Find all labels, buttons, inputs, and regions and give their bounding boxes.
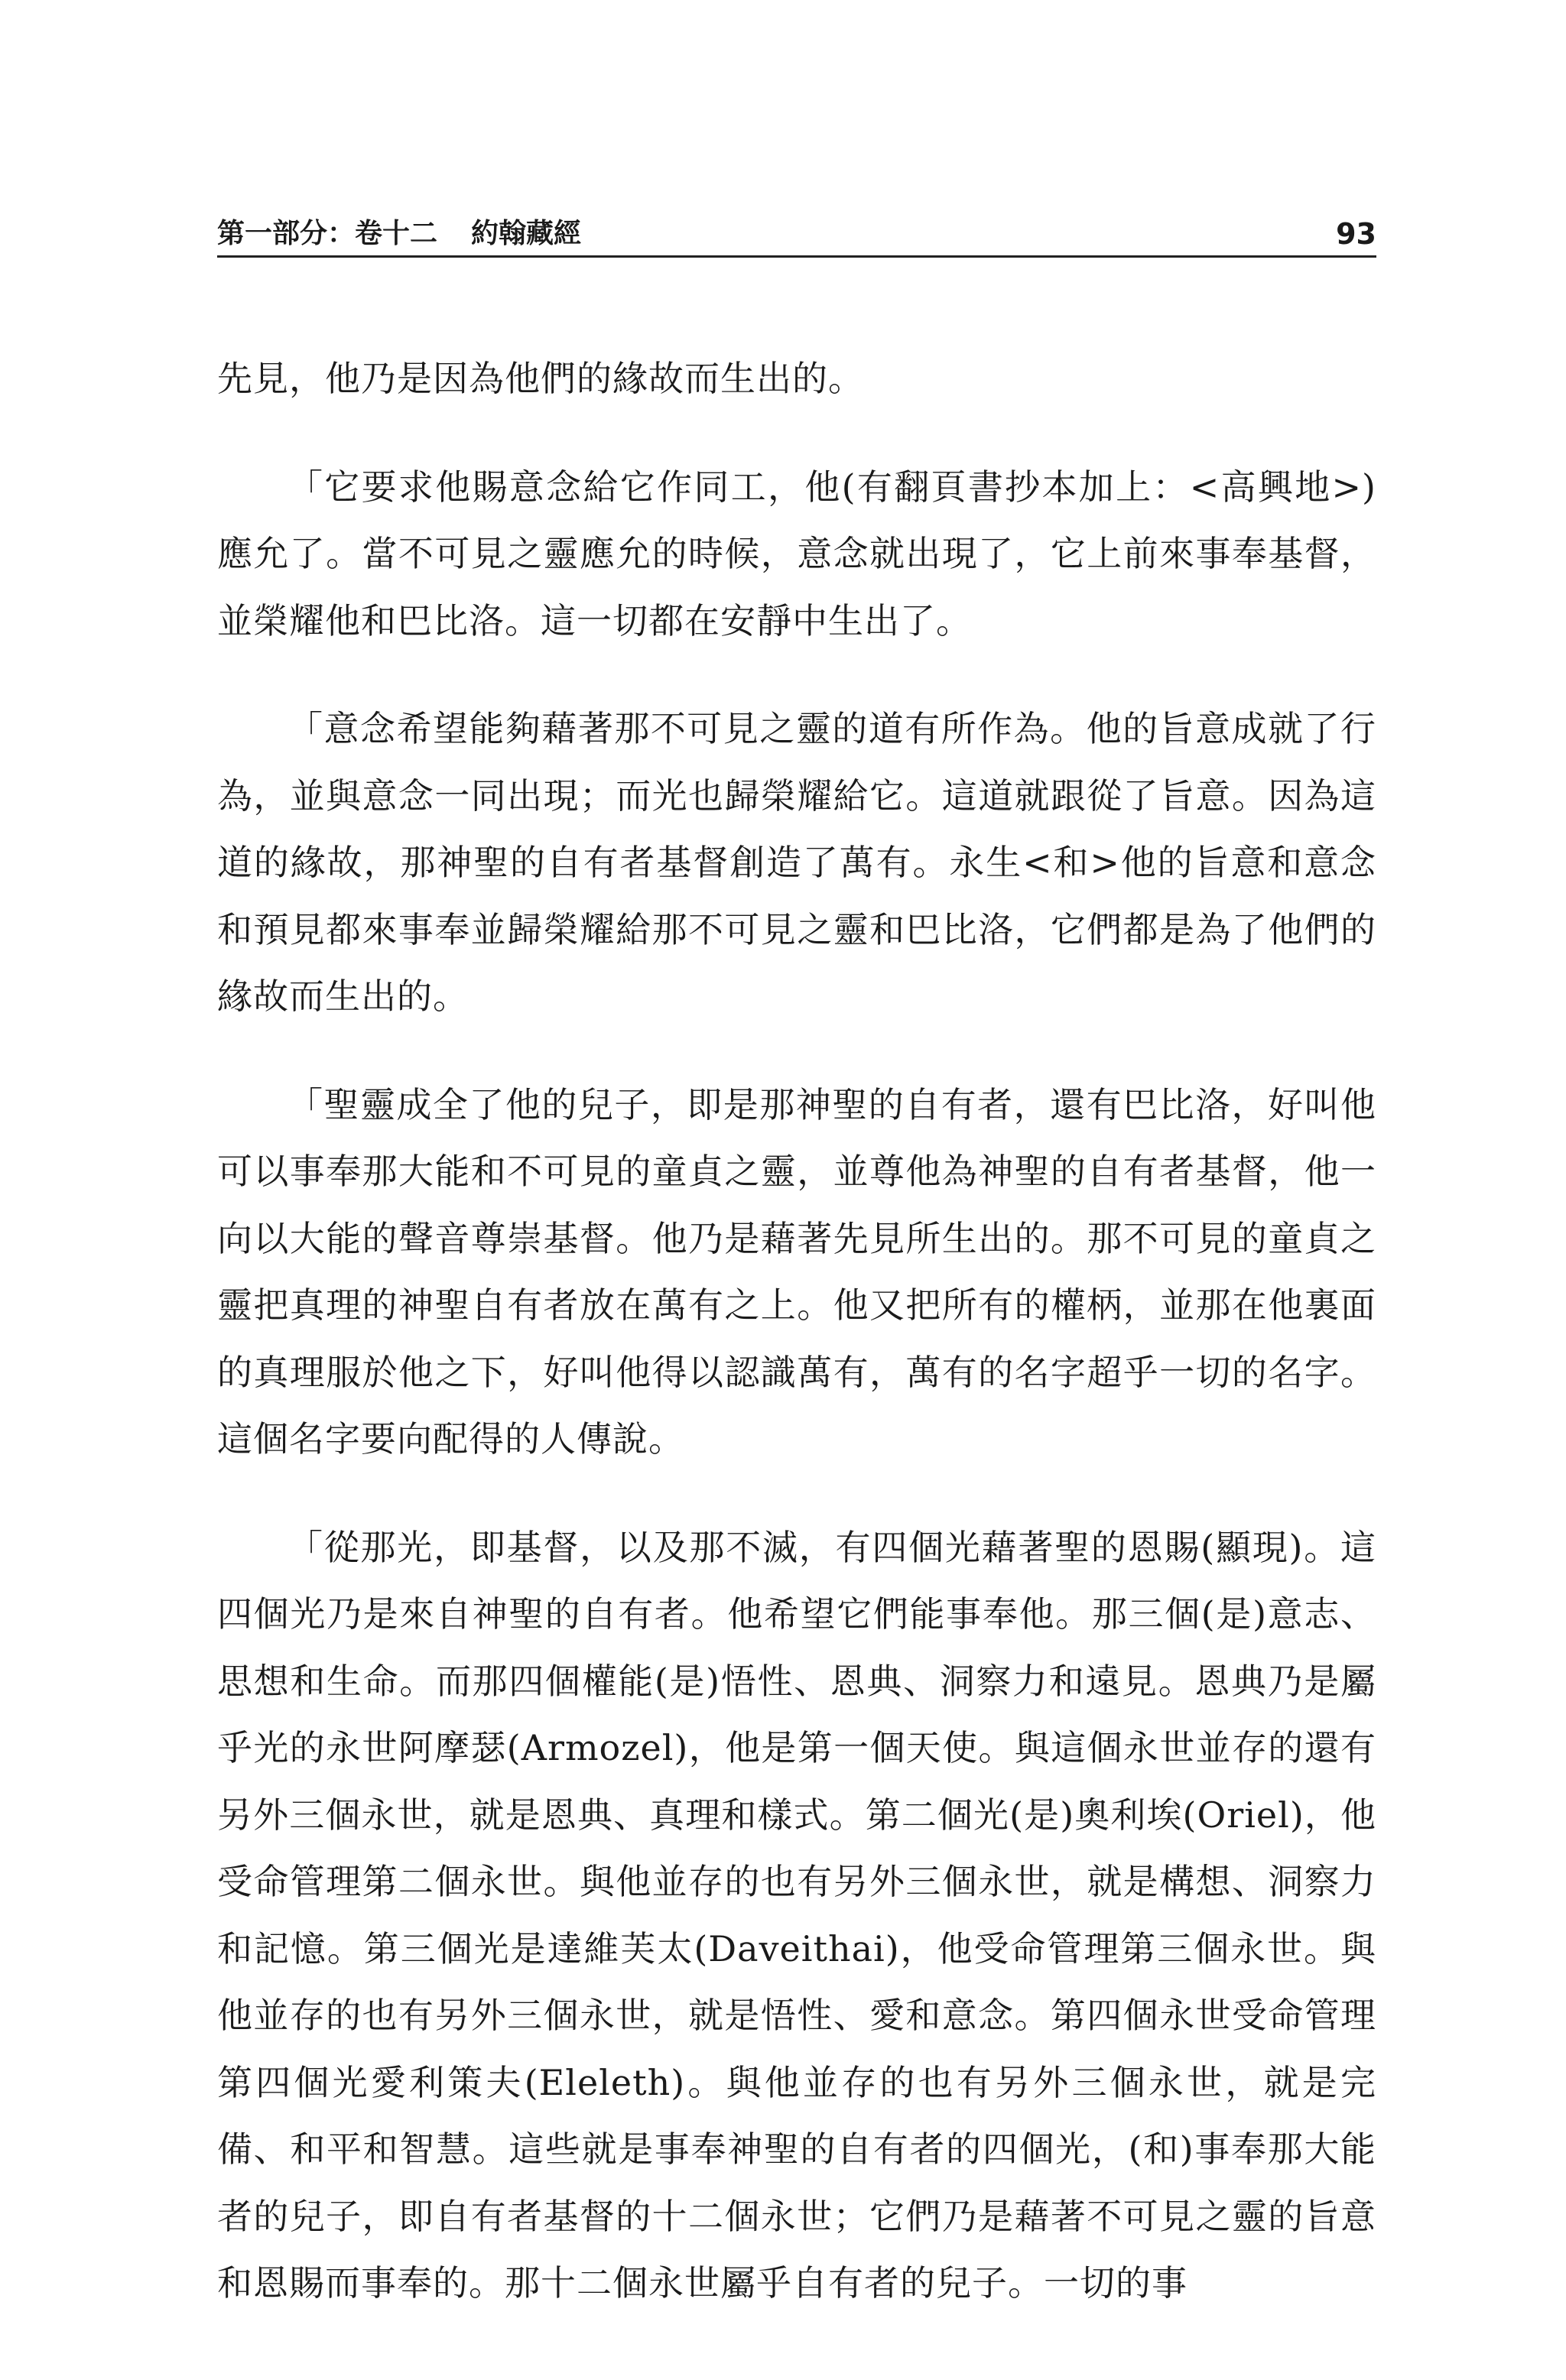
- body-text: [217, 346, 1376, 2317]
- paragraph-2: 「它要求他賜意念給它作同工，他(有翻頁書抄本加上：<高興地>)應允了。當不可見之靈應允的時候，意念就出現了，它上前來事奉基督，並榮耀他和巴比洛。這一切都在安靜中生出了。: [217, 466, 1376, 641]
- header-section: 第一部分：卷十二: [217, 218, 438, 249]
- header-left: [217, 213, 581, 255]
- paragraph-1: 先見，他乃是因為他們的緣故而生出的。: [217, 358, 864, 399]
- page-number: 93: [1336, 217, 1376, 251]
- paragraph-5: 「從那光，即基督，以及那不滅，有四個光藉著聖的恩賜(顯現)。這四個光乃是來自神聖的自有者。他希望它們能事奉他。那三個(是)意志、思想和生命。而那四個權能(是)悟性、恩典、洞察力和遠見。恩典乃是屬乎光的永世阿摩瑟(Armozel)，他是第一個天使。與這個永世並存的還有另外三個永世，就是恩典、真理和樣式。第二個光(是)奧利埃(Oriel)，他受命管理第二個永世。與他並存的也有另外三個永世，就是構想、洞察力和記憶。第三個光是達維芙太(Daveithai)，他受命管理第三個永世。與他並存的也有另外三個永世，就是悟性、愛和意念。第四個永世受命管理第四個光愛利策夫(Eleleth)。與他並存的也有另外三個永世，就是完備、和平和智慧。這些就是事奉神聖的自有者的四個光，(和)事奉那大能者的兒子，即自有者基督的十二個永世；它們乃是藉著不可見之靈的旨意和恩賜而事奉的。那十二個永世屬乎自有者的兒子。一切的事: [217, 1526, 1376, 2304]
- paragraph-4: 「聖靈成全了他的兒子，即是那神聖的自有者，還有巴比洛，好叫他可以事奉那大能和不可見的童貞之靈，並尊他為神聖的自有者基督，他一向以大能的聲音尊崇基督。他乃是藉著先見所生出的。那不可見的童貞之靈把真理的神聖自有者放在萬有之上。他又把所有的權柄，並那在他裏面的真理服於他之下，好叫他得以認識萬有，萬有的名字超乎一切的名字。這個名字要向配得的人傳說。: [217, 1083, 1376, 1459]
- header-title: 約翰藏經: [471, 218, 582, 249]
- running-header: [217, 206, 1376, 258]
- paragraph-3: 「意念希望能夠藉著那不可見之靈的道有所作為。他的旨意成就了行為，並與意念一同出現；而光也歸榮耀給它。這道就跟從了旨意。因為這道的緣故，那神聖的自有者基督創造了萬有。永生<和>他的旨意和意念和預見都來事奉並歸榮耀給那不可見之靈和巴比洛，它們都是為了他們的緣故而生出的。: [217, 708, 1376, 1017]
